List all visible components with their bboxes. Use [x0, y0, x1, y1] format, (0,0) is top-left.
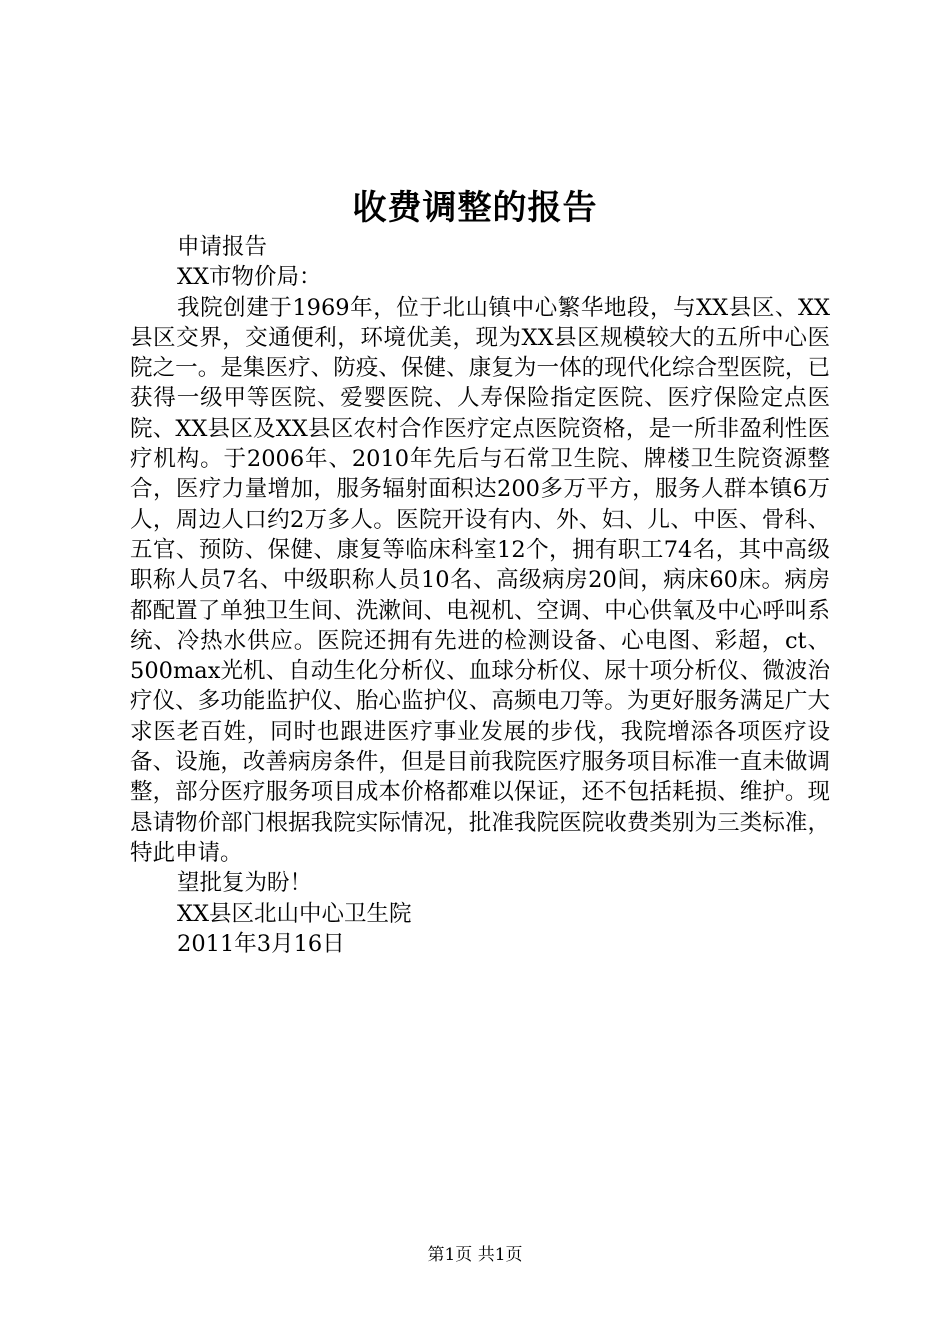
salutation: XX市物价局：: [177, 264, 322, 291]
document-heading: 申请报告: [177, 234, 268, 260]
signature: XX县区北山中心卫生院: [177, 900, 412, 927]
closing-line: 望批复为盼！: [177, 870, 313, 897]
page-title: 收费调整的报告: [352, 188, 598, 228]
document-body: [130, 232, 830, 959]
page-footer: 第1页 共1页: [427, 1245, 523, 1265]
body-paragraph: 我院创建于1969年，位于北山镇中心繁华地段，与XX县区、XX县区交界，交通便利，环境优美，现为XX县区规模较大的五所中心医院之一。是集医疗、防疫、保健、康复为一体的现代化综合型医院，已获得一级甲等医院、爱婴医院、人寿保险指定医院、医疗保险定点医院、XX县区及XX县区农村合作医疗定点医院资格，是一所非盈利性医疗机构。于2006年、2010年先后与石常卫生院、牌楼卫生院资源整合，医疗力量增加，服务辐射面积达200多万平方，服务人群本镇6万人，周边人口约2万多人。医院开设有内、外、妇、儿、中医、骨科、五官、预防、保健、康复等临床科室12个，拥有职工74名，其中高级职称人员7名、中级职称人员10名、高级病房20间，病床60床。病房都配置了单独卫生间、洗漱间、电视机、空调、中心供氧及中心呼叫系统、冷热水供应。医院还拥有先进的检测设备、心电图、彩超，ct、500max光机、自动生化分析仪、血球分析仪、尿十项分析仪、微波治疗仪、多功能监护仪、胎心监护仪、高频电刀等。为更好服务满足广大求医老百姓，同时也跟进医疗事业发展的步伐，我院增添各项医疗设备、设施，改善病房条件，但是目前我院医疗服务项目标准一直未做调整，部分医疗服务项目成本价格都难以保证，还不包括耗损、维护。现恳请物价部门根据我院实际情况，批准我院医院收费类别为三类标准，特此申请。: [130, 294, 830, 866]
date: 2011年3月16日: [177, 930, 345, 957]
